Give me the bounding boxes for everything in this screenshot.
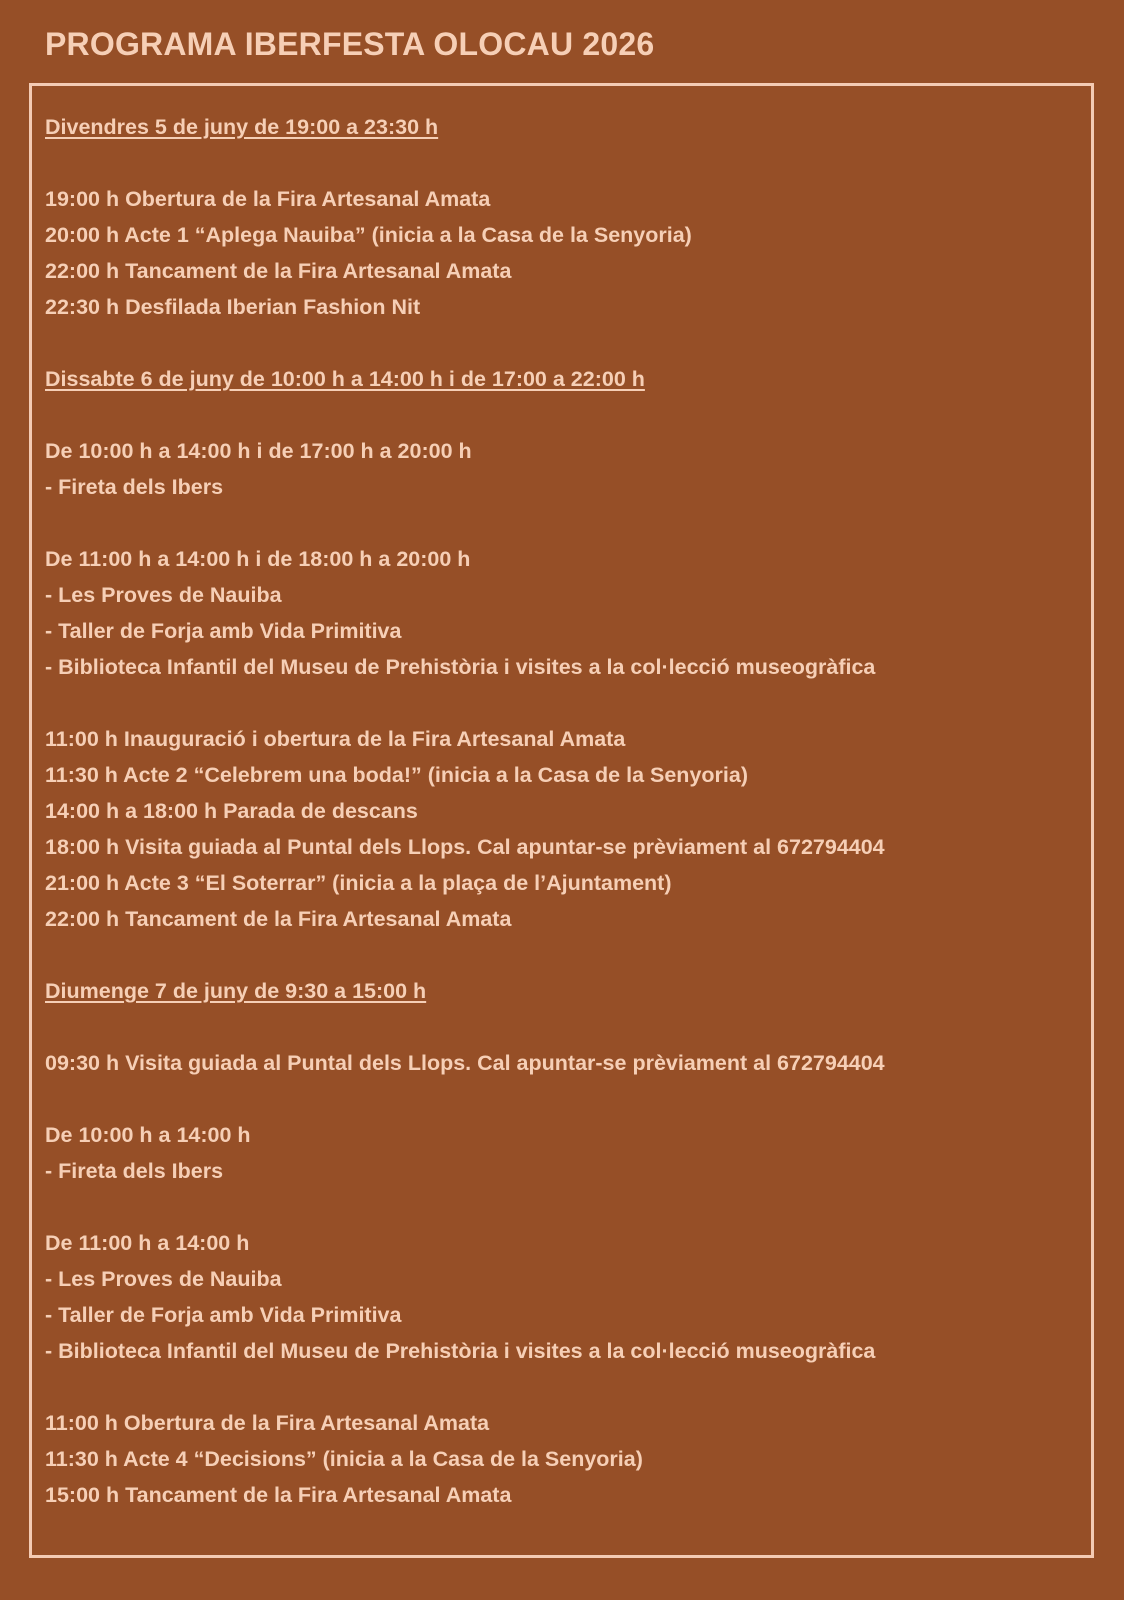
program-entry: De 11:00 h a 14:00 h [45, 1231, 250, 1255]
program-entry: - Biblioteca Infantil del Museu de Prehistòria i visites a la col·lecció museogràfica [45, 1339, 876, 1363]
program-entry: 15:00 h Tancament de la Fira Artesanal Amata [45, 1483, 512, 1507]
program-entry: - Fireta dels Ibers [45, 475, 224, 499]
day-heading: Divendres 5 de juny de 19:00 a 23:30 h [45, 115, 439, 139]
spacer [45, 1369, 1085, 1405]
program-entry: - Taller de Forja amb Vida Primitiva [45, 619, 402, 643]
program-entry: 11:30 h Acte 4 “Decisions” (inicia a la Casa de la Senyoria) [45, 1447, 643, 1471]
spacer [45, 145, 1085, 181]
program-entry: - Taller de Forja amb Vida Primitiva [45, 1303, 402, 1327]
spacer [45, 937, 1085, 973]
program-entry: 19:00 h Obertura de la Fira Artesanal Amata [45, 187, 491, 211]
program-entry: 22:00 h Tancament de la Fira Artesanal Amata [45, 907, 512, 931]
day-heading: Dissabte 6 de juny de 10:00 h a 14:00 h i de 17:00 a 22:00 h [45, 367, 645, 391]
program-entry: - Les Proves de Nauiba [45, 583, 282, 607]
program-entry: 22:30 h Desfilada Iberian Fashion Nit [45, 295, 421, 319]
spacer [45, 1189, 1085, 1225]
program-entry: 09:30 h Visita guiada al Puntal dels Llops. Cal apuntar-se prèviament al 672794404 [45, 1051, 885, 1075]
program-entry: De 10:00 h a 14:00 h [45, 1123, 251, 1147]
program-content [45, 109, 1085, 1513]
program-entry: 22:00 h Tancament de la Fira Artesanal Amata [45, 259, 512, 283]
program-entry: 21:00 h Acte 3 “El Soterrar” (inicia a la plaça de l’Ajuntament) [45, 871, 672, 895]
program-entry: 11:00 h Obertura de la Fira Artesanal Amata [45, 1411, 490, 1435]
program-entry: - Biblioteca Infantil del Museu de Prehistòria i visites a la col·lecció museogràfica [45, 655, 876, 679]
spacer [45, 1009, 1085, 1045]
program-entry: De 11:00 h a 14:00 h i de 18:00 h a 20:00 h [45, 547, 471, 571]
spacer [45, 505, 1085, 541]
day-heading: Diumenge 7 de juny de 9:30 a 15:00 h [45, 979, 427, 1003]
spacer [45, 325, 1085, 361]
spacer [45, 1081, 1085, 1117]
program-entry: - Les Proves de Nauiba [45, 1267, 282, 1291]
program-entry: 20:00 h Acte 1 “Aplega Nauiba” (inicia a la Casa de la Senyoria) [45, 223, 692, 247]
program-entry: - Fireta dels Ibers [45, 1159, 224, 1183]
page-title: PROGRAMA IBERFESTA OLOCAU 2026 [45, 26, 655, 62]
program-entry: De 10:00 h a 14:00 h i de 17:00 h a 20:00 h [45, 439, 472, 463]
program-entry: 11:00 h Inauguració i obertura de la Fira Artesanal Amata [45, 727, 626, 751]
spacer [45, 397, 1085, 433]
program-entry: 14:00 h a 18:00 h Parada de descans [45, 799, 418, 823]
spacer [45, 685, 1085, 721]
program-entry: 18:00 h Visita guiada al Puntal dels Llops. Cal apuntar-se prèviament al 672794404 [45, 835, 885, 859]
program-entry: 11:30 h Acte 2 “Celebrem una boda!” (inicia a la Casa de la Senyoria) [45, 763, 748, 787]
